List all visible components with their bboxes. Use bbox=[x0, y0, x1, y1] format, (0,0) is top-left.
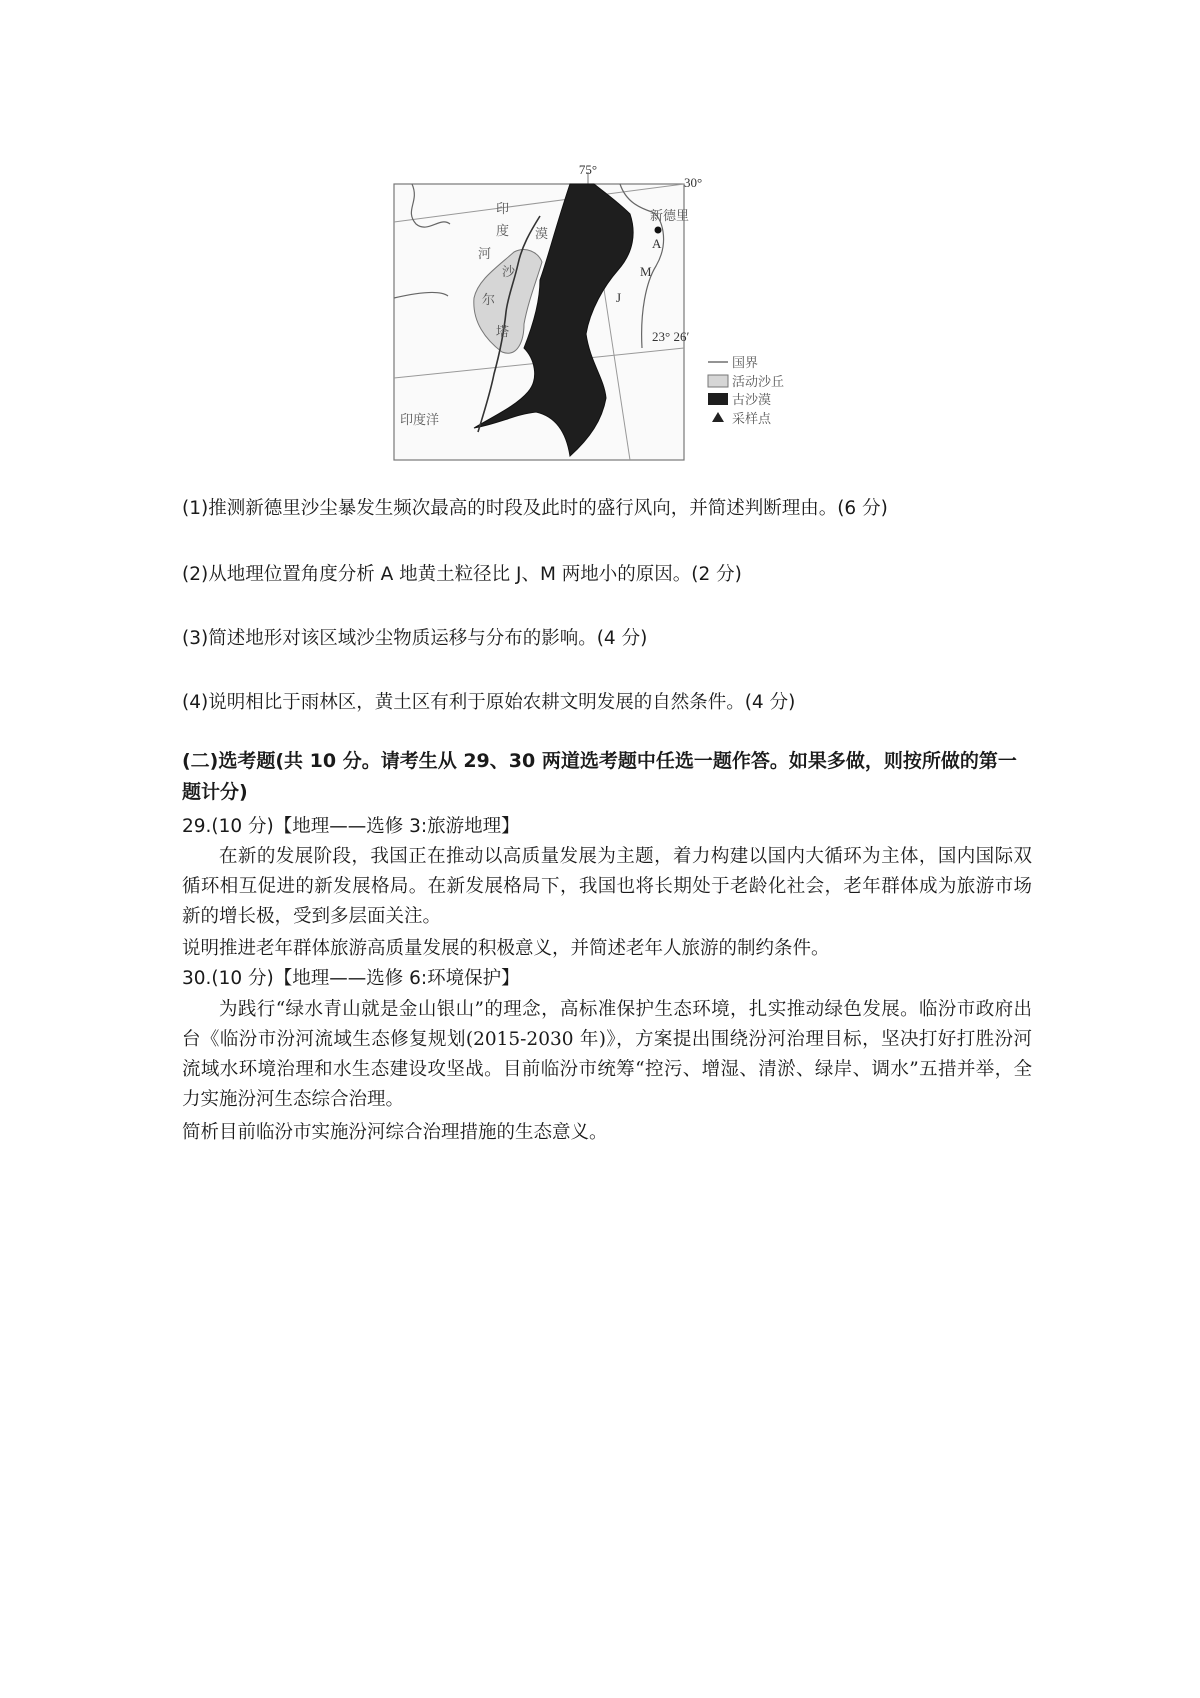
label-new-delhi: 新德里 bbox=[650, 209, 690, 224]
legend-border-label: 国界 bbox=[732, 356, 759, 371]
label-india-2: 度 bbox=[496, 224, 510, 239]
legend-desert-label: 古沙漠 bbox=[732, 393, 772, 408]
legend-light-symbol bbox=[708, 375, 728, 387]
question-3: (3)简述地形对该区域沙尘物质运移与分布的影响。(4 分) bbox=[182, 628, 648, 649]
label-point-m: M bbox=[640, 264, 652, 279]
question-2: (2)从地理位置角度分析 A 地黄土粒径比 J、M 两地小的原因。(2 分) bbox=[182, 564, 742, 585]
q29-body: 在新的发展阶段，我国正在推动以高质量发展为主题，着力构建以国内大循环为主体，国内国际双循环相互促进的新发展格局。在新发展格局下，我国也将长期处于老龄化社会，老年群体成为旅游市场新的增长极，受到多层面关注。 bbox=[182, 846, 1032, 927]
label-ocean: 印度洋 bbox=[400, 413, 440, 428]
lon-label: 75° bbox=[578, 162, 598, 177]
legend-dark-symbol bbox=[708, 393, 728, 405]
desert-map-figure bbox=[390, 162, 826, 462]
label-indus-3: 河 bbox=[478, 247, 492, 262]
legend-triangle-icon bbox=[712, 412, 724, 422]
label-thar-1: 塔 bbox=[496, 325, 510, 340]
q29-ask: 说明推进老年群体旅游高质量发展的积极意义，并简述老年人旅游的制约条件。 bbox=[182, 938, 830, 959]
new-delhi-point bbox=[655, 227, 662, 234]
legend-sample-label: 采样点 bbox=[732, 412, 772, 427]
label-point-j: J bbox=[616, 290, 622, 305]
label-thar-2: 尔 bbox=[482, 293, 496, 308]
question-1: (1)推测新德里沙尘暴发生频次最高的时段及此时的盛行风向，并简述判断理由。(6 分) bbox=[182, 498, 888, 519]
label-desert-1: 漠 bbox=[535, 227, 549, 242]
label-desert-2: 沙 bbox=[502, 265, 516, 280]
label-point-a: A bbox=[652, 236, 662, 251]
q29-heading: 29.(10 分)【地理——选修 3:旅游地理】 bbox=[182, 816, 520, 837]
question-4: (4)说明相比于雨林区，黄土区有利于原始农耕文明发展的自然条件。(4 分) bbox=[182, 692, 796, 713]
desert-map bbox=[390, 162, 826, 462]
lat-label-top: 30° bbox=[684, 175, 703, 190]
q30-heading: 30.(10 分)【地理——选修 6:环境保护】 bbox=[182, 968, 520, 989]
legend-dunes-label: 活动沙丘 bbox=[732, 375, 785, 390]
lat-label-bottom: 23° 26′ bbox=[652, 329, 690, 344]
q30-body: 为践行“绿水青山就是金山银山”的理念，高标准保护生态环境，扎实推动绿色发展。临汾市政府出台《临汾市汾河流域生态修复规划(2015-2030 年)》，方案提出围绕汾河治理目标，坚决打好打胜汾河流域水环境治理和水生态建设攻坚战。目前临汾市统筹“控污、增湿、清淤、绿岸、调水”五措并举，全力实施汾河生态综合治理。 bbox=[182, 999, 1032, 1110]
q30-ask: 简析目前临汾市实施汾河综合治理措施的生态意义。 bbox=[182, 1122, 608, 1143]
label-india-1: 印 bbox=[496, 202, 510, 217]
section-title: (二)选考题(共 10 分。请考生从 29、30 两道选考题中任选一题作答。如果多做，则按所做的第一题计分) bbox=[182, 750, 1017, 803]
